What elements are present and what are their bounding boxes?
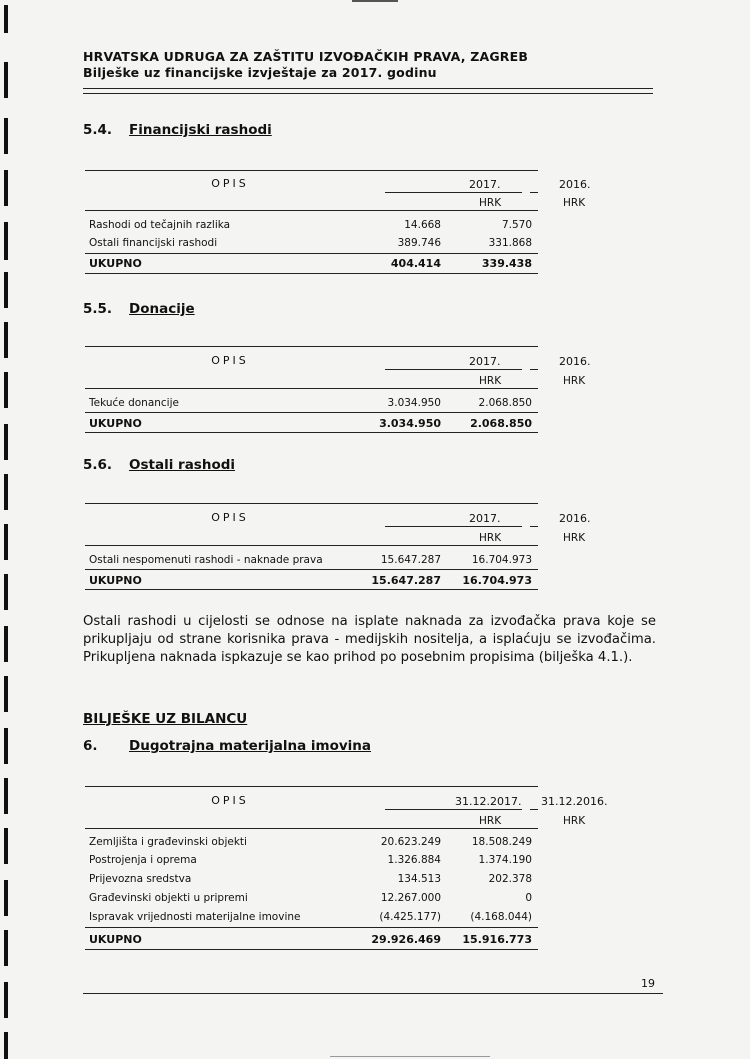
table-row-value-2: 1.374.190 — [478, 854, 532, 866]
binder-mark — [4, 62, 8, 98]
table-rule — [385, 192, 522, 193]
binder-mark — [4, 574, 8, 610]
binder-mark — [4, 222, 8, 260]
binder-mark — [4, 5, 8, 33]
column-header-date2: 31.12.2016. — [541, 795, 608, 808]
table-donacije — [85, 346, 591, 436]
table-row-value-2: 18.508.249 — [471, 836, 532, 848]
table-row-value-2: 2.068.850 — [478, 397, 532, 409]
section-title: Donacije — [129, 301, 195, 317]
section-number: 6. — [83, 738, 98, 754]
table-rule — [385, 526, 522, 527]
column-header-year2: 2016. — [559, 178, 591, 191]
binder-mark — [4, 372, 8, 408]
section-title: Financijski rashodi — [129, 122, 272, 138]
section-heading-5-4 — [83, 122, 272, 138]
document-header-title: HRVATSKA UDRUGA ZA ZAŠTITU IZVOĐAČKIH PRAVA, ZAGREB — [83, 49, 529, 64]
table-ostali-rashodi — [85, 503, 591, 593]
column-unit-1: HRK — [479, 532, 502, 544]
total-label: UKUPNO — [89, 257, 142, 270]
table-rule — [85, 927, 538, 928]
table-rule — [85, 273, 538, 274]
column-unit-1: HRK — [479, 375, 502, 387]
table-row-value-1: 1.326.884 — [387, 854, 441, 866]
table-rule — [85, 253, 538, 254]
table-rule — [530, 526, 538, 527]
section-title: Dugotrajna materijalna imovina — [129, 738, 371, 754]
table-row-value-1: 12.267.000 — [380, 892, 441, 904]
table-rule — [85, 569, 538, 570]
table-rule — [85, 589, 538, 590]
total-value-2: 15.916.773 — [462, 933, 532, 946]
column-header-year1: 2017. — [469, 512, 501, 525]
total-value-2: 2.068.850 — [470, 417, 532, 430]
table-row-value-2: 0 — [525, 892, 532, 904]
table-rule — [85, 170, 538, 171]
column-header-year1: 2017. — [469, 355, 501, 368]
binder-mark — [4, 474, 8, 510]
table-rule — [85, 786, 538, 787]
table-row-label: Zemljišta i građevinski objekti — [89, 836, 247, 848]
column-header-opis: OPIS — [211, 177, 249, 190]
total-label: UKUPNO — [89, 574, 142, 587]
scan-mark — [330, 1056, 490, 1057]
section-number: 5.6. — [83, 457, 113, 473]
binder-mark — [4, 676, 8, 712]
table-row-value-1: 15.647.287 — [380, 554, 441, 566]
table-rule — [530, 369, 538, 370]
total-value-1: 15.647.287 — [371, 574, 441, 587]
binder-mark — [4, 524, 8, 560]
header-rule — [83, 88, 653, 89]
table-row-label: Rashodi od tečajnih razlika — [89, 219, 231, 231]
total-label: UKUPNO — [89, 417, 142, 430]
binder-mark — [4, 272, 8, 308]
column-header-year2: 2016. — [559, 512, 591, 525]
document-header-subtitle: Bilješke uz financijske izvještaje za 2017. godinu — [83, 65, 437, 80]
table-rule — [85, 828, 538, 829]
table-row-value-2: (4.168.044) — [470, 911, 532, 923]
column-unit-2: HRK — [563, 375, 586, 387]
section-title: Ostali rashodi — [129, 457, 236, 473]
section-heading-6 — [83, 738, 371, 754]
binder-mark — [4, 322, 8, 358]
table-row-label: Ispravak vrijednosti materijalne imovine — [89, 911, 301, 923]
explanatory-paragraph: Ostali rashodi u cijelosti se odnose na isplate naknada za izvođačka prava koje se prikupljaju od strane korisnika prava - medijskih nositelja, a isplaćuju se izvođačima. Prikupljena naknada ispkazuje se kao prihod po posebnim propisima (bilješka 4.1.). — [83, 614, 656, 665]
section-heading-5-5 — [83, 301, 195, 317]
column-header-year2: 2016. — [559, 355, 591, 368]
binder-mark — [4, 118, 8, 154]
table-rule — [85, 388, 538, 389]
column-unit-2: HRK — [563, 197, 586, 209]
total-value-2: 16.704.973 — [462, 574, 532, 587]
table-rule — [85, 210, 538, 211]
table-row-label: Prijevozna sredstva — [89, 873, 192, 885]
total-value-2: 339.438 — [481, 257, 532, 270]
binder-mark — [4, 626, 8, 662]
binder-mark — [4, 728, 8, 764]
table-row-value-1: 3.034.950 — [387, 397, 441, 409]
binder-mark — [4, 1032, 8, 1059]
binder-mark — [4, 880, 8, 916]
table-rule — [85, 503, 538, 504]
table-rule — [85, 432, 538, 433]
table-row-label: Tekuće donancije — [89, 397, 179, 409]
table-rule — [85, 545, 538, 546]
table-row-value-1: 134.513 — [397, 873, 441, 885]
table-rule — [385, 809, 522, 810]
column-header-year1: 2017. — [469, 178, 501, 191]
total-value-1: 29.926.469 — [371, 933, 441, 946]
page-number: 19 — [641, 977, 655, 990]
footer-rule — [83, 993, 663, 994]
table-rule — [530, 809, 538, 810]
table-row-value-2: 16.704.973 — [471, 554, 532, 566]
header-rule — [83, 93, 653, 94]
table-row-value-2: 7.570 — [501, 219, 532, 231]
binder-mark — [4, 982, 8, 1018]
table-row-value-1: 389.746 — [397, 237, 441, 249]
section-heading-5-6 — [83, 457, 235, 473]
section-number: 5.5. — [83, 301, 113, 317]
section-number: 5.4. — [83, 122, 113, 138]
table-rule — [85, 346, 538, 347]
table-financijski-rashodi — [85, 170, 591, 280]
column-header-date1: 31.12.2017. — [455, 795, 522, 808]
table-row-value-2: 202.378 — [488, 873, 532, 885]
table-row-label: Građevinski objekti u pripremi — [89, 892, 248, 904]
column-unit-2: HRK — [563, 532, 586, 544]
total-value-1: 404.414 — [390, 257, 441, 270]
table-row-value-1: (4.425.177) — [379, 911, 441, 923]
column-header-opis: OPIS — [211, 354, 249, 367]
table-row-value-1: 14.668 — [404, 219, 441, 231]
binder-mark — [4, 170, 8, 206]
column-unit-2: HRK — [563, 815, 586, 827]
table-row-label: Ostali nespomenuti rashodi - naknade prava — [89, 554, 323, 566]
total-label: UKUPNO — [89, 933, 142, 946]
table-rule — [85, 949, 538, 950]
table-row-value-1: 20.623.249 — [380, 836, 441, 848]
scan-mark — [352, 0, 398, 2]
binder-mark — [4, 828, 8, 864]
total-value-1: 3.034.950 — [379, 417, 441, 430]
table-rule — [85, 412, 538, 413]
table-row-label: Postrojenja i oprema — [89, 854, 197, 866]
table-rule — [385, 369, 522, 370]
table-row-value-2: 331.868 — [488, 237, 532, 249]
column-unit-1: HRK — [479, 197, 502, 209]
column-header-opis: OPIS — [211, 794, 249, 807]
balance-notes-heading: BILJEŠKE UZ BILANCU — [83, 711, 248, 727]
table-dugotrajna-imovina — [85, 786, 608, 956]
binder-mark — [4, 930, 8, 966]
binder-mark — [4, 778, 8, 814]
column-header-opis: OPIS — [211, 511, 249, 524]
binder-mark — [4, 424, 8, 460]
table-row-label: Ostali financijski rashodi — [89, 237, 218, 249]
table-rule — [530, 192, 538, 193]
column-unit-1: HRK — [479, 815, 502, 827]
